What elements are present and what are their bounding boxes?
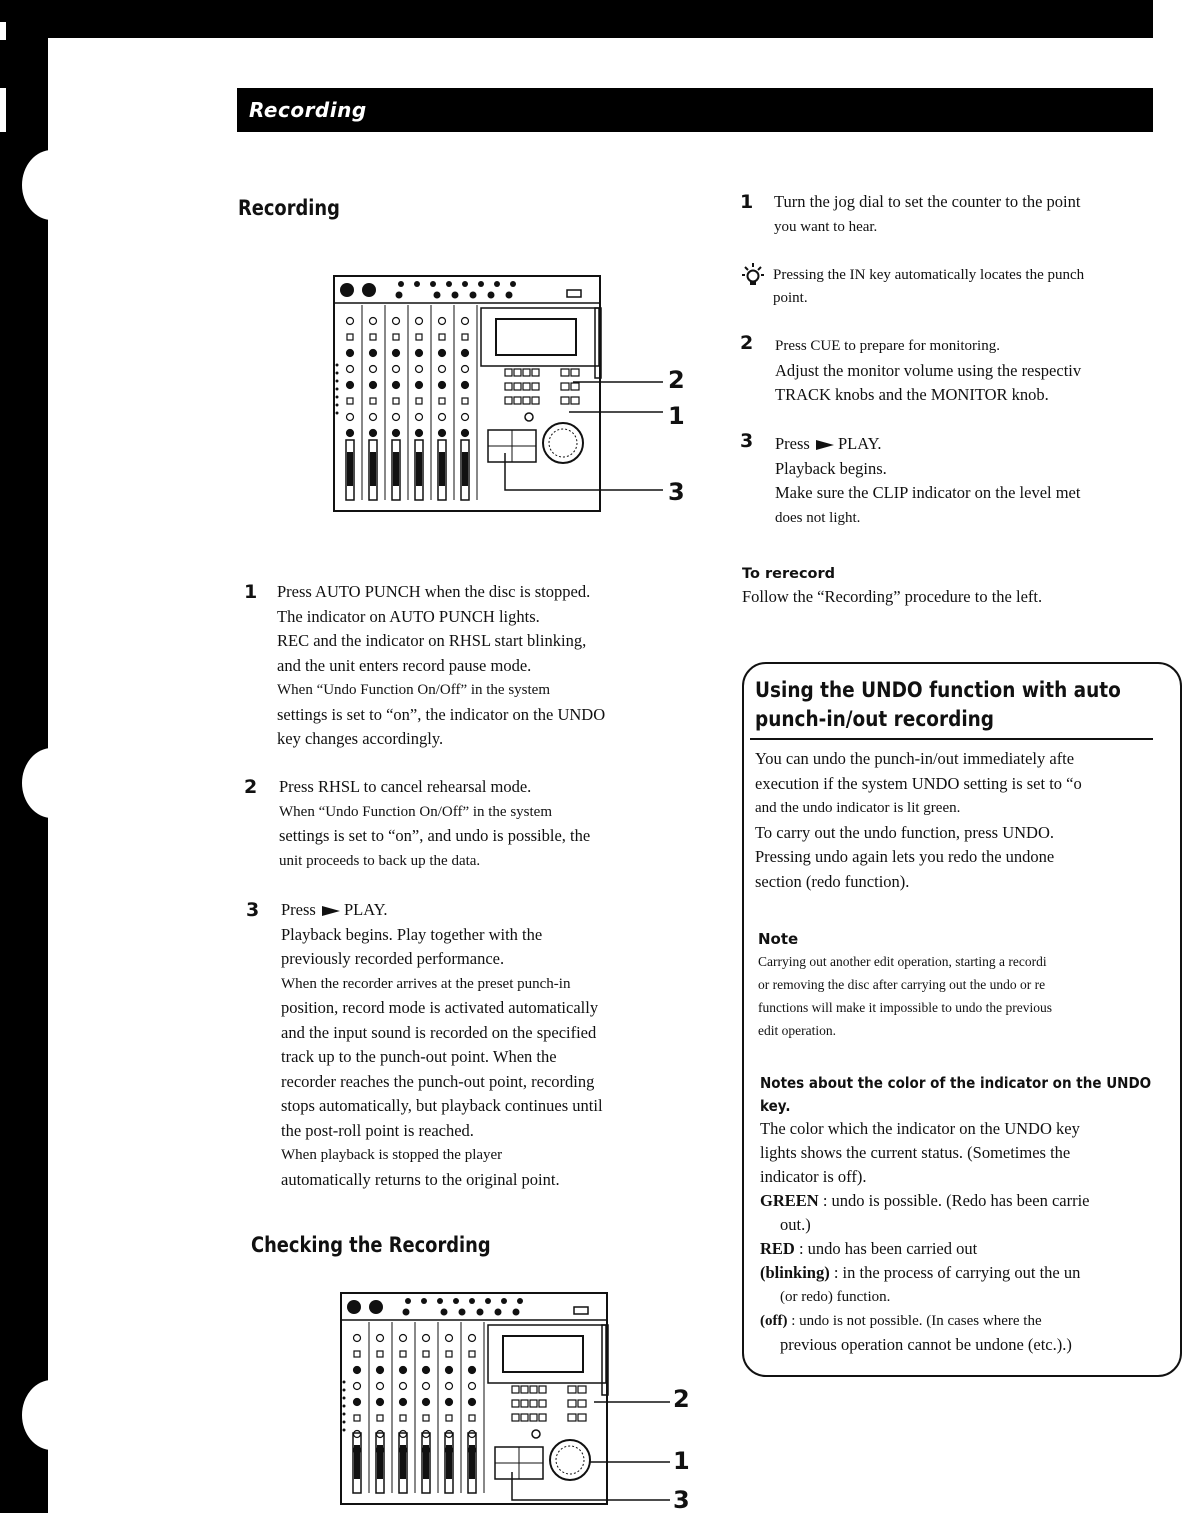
binding-hole (22, 748, 82, 818)
recorder-illustration (333, 275, 693, 520)
undo-line: You can undo the punch-in/out immediately afte (755, 749, 1075, 768)
note-heading: Note (758, 930, 799, 948)
color-desc: : undo has been carried out (794, 1239, 978, 1258)
hint-line: point. (773, 290, 808, 306)
scan-border-top (0, 0, 1153, 38)
section-header-title: Recording (249, 98, 367, 122)
step-line: the post-roll point is reached. (281, 1120, 474, 1140)
scan-mark (0, 22, 6, 40)
undo-title (755, 676, 1142, 734)
binding-hole (22, 150, 82, 220)
binding-hole (22, 1380, 82, 1450)
undo-line: and the undo indicator is lit green. (755, 800, 961, 816)
right-step-2 (775, 334, 1153, 408)
press-label: Press (281, 900, 316, 919)
color-line: lights shows the current status. (Sometimes the (760, 1143, 1071, 1162)
step-number: 2 (244, 776, 258, 798)
step-number: 3 (246, 899, 260, 921)
step-line: Press RHSL to cancel rehearsal mode. (279, 777, 532, 796)
note-line: functions will make it impossible to undo the previous (758, 1000, 1052, 1015)
undo-title-line: Using the UNDO function with auto (755, 678, 1121, 702)
lightbulb-hint-icon (742, 262, 764, 290)
step-line: does not light. (775, 509, 861, 526)
press-label: Press (775, 434, 810, 453)
section-header-bar (237, 88, 1153, 132)
step-line: REC and the indicator on RHSL start blinking, (277, 631, 587, 650)
hint-text (773, 264, 1153, 310)
left-step-1 (244, 580, 707, 752)
right-step-1 (740, 190, 1154, 239)
note-line: Carrying out another edit operation, starting a recordi (758, 954, 1047, 969)
right-step-3 (775, 432, 1153, 530)
color-notes-heading (760, 1072, 1152, 1118)
color-heading-line: key. (760, 1097, 791, 1115)
play-label: PLAY. (837, 434, 882, 453)
step-line: track up to the punch-out point. When the (281, 1047, 557, 1066)
undo-body (755, 747, 1153, 894)
left-step-2 (244, 775, 709, 873)
color-desc: : in the process of carrying out the un (829, 1263, 1081, 1282)
step-line: settings is set to “on”, the indicator on the UNDO (277, 704, 606, 724)
undo-line: To carry out the undo function, press UNDO. (755, 822, 1054, 842)
left-step-3 (246, 898, 711, 1192)
note-line: edit operation. (758, 1023, 836, 1038)
undo-line: Pressing undo again lets you redo the undone (755, 847, 1055, 866)
step-line: Turn the jog dial to set the counter to the point (774, 192, 1081, 211)
play-triangle-icon (816, 440, 834, 450)
step-line: Press AUTO PUNCH when the disc is stopped. (277, 582, 591, 601)
color-notes-body (760, 1117, 1153, 1357)
step-line: Make sure the CLIP indicator on the level met (775, 483, 1081, 502)
color-label-green: GREEN (760, 1191, 819, 1210)
color-desc: : undo is not possible. (In cases where the (787, 1313, 1042, 1329)
scan-mark (0, 88, 6, 132)
step-line: When the recorder arrives at the preset punch-in (281, 975, 571, 992)
step-number: 2 (740, 332, 754, 354)
play-label: PLAY. (343, 900, 388, 919)
figure1-callout-2: 2 (668, 366, 685, 394)
step-number: 1 (244, 581, 258, 603)
color-label-off: (off) (760, 1313, 788, 1329)
step-line: recorder reaches the punch-out point, recording (281, 1071, 595, 1091)
play-triangle-icon (322, 906, 340, 916)
color-desc-cont: out.) (780, 1215, 811, 1234)
color-label-red: RED (760, 1239, 795, 1258)
recording-heading: Recording (238, 196, 340, 220)
step-line: When “Undo Function On/Off” in the system (279, 803, 553, 820)
color-desc: : undo is possible. (Redo has been carrie (818, 1191, 1090, 1210)
step-line: previously recorded performance. (281, 949, 505, 968)
recorder-illustration-2 (340, 1292, 700, 1513)
figure2-callout-3: 3 (673, 1486, 690, 1514)
step-line: The indicator on AUTO PUNCH lights. (277, 606, 540, 626)
step-number: 1 (740, 191, 754, 213)
figure2-callout-1: 1 (673, 1447, 690, 1475)
step-line: Playback begins. (775, 458, 887, 478)
color-desc-cont: previous operation cannot be undone (etc.).) (780, 1335, 1072, 1354)
color-desc-cont: (or redo) function. (780, 1289, 891, 1305)
step-line: unit proceeds to back up the data. (279, 852, 481, 869)
step-line: and the input sound is recorded on the specified (281, 1022, 597, 1042)
figure2-callout-2: 2 (673, 1385, 690, 1413)
step-line: When “Undo Function On/Off” in the system (277, 682, 551, 698)
step-line: stops automatically, but playback continues until (281, 1096, 603, 1115)
step-line: position, record mode is activated automatically (281, 998, 599, 1017)
step-line: Playback begins. Play together with the (281, 924, 543, 944)
note-body (758, 950, 1153, 1042)
step-number: 3 (740, 430, 754, 452)
step-line: you want to hear. (774, 218, 878, 235)
undo-line: execution if the system UNDO setting is set to “o (755, 773, 1082, 793)
color-heading-line: Notes about the color of the indicator on the UNDO (760, 1074, 1152, 1092)
step-line: When playback is stopped the player (281, 1147, 503, 1163)
undo-title-line: punch-in/out recording (755, 707, 995, 731)
hint-line: Pressing the IN key automatically locates the punch (773, 267, 1085, 283)
step-line: Press CUE to prepare for monitoring. (775, 338, 1000, 354)
step-line: Adjust the monitor volume using the respectiv (775, 360, 1082, 380)
color-label-blinking: (blinking) (760, 1263, 830, 1282)
page-corner (48, 38, 128, 78)
step-line: and the unit enters record pause mode. (277, 655, 532, 675)
step-line: automatically returns to the original point. (281, 1169, 560, 1189)
rerecord-text: Follow the “Recording” procedure to the left. (742, 587, 1043, 606)
color-line: indicator is off). (760, 1167, 867, 1186)
note-line: or removing the disc after carrying out the undo or re (758, 977, 1046, 992)
figure1-callout-3: 3 (668, 478, 685, 506)
checking-recording-heading: Checking the Recording (251, 1233, 491, 1257)
step-line: TRACK knobs and the MONITOR knob. (775, 385, 1049, 404)
rerecord-heading: To rerecord (742, 566, 836, 582)
color-line: The color which the indicator on the UNDO key (760, 1119, 1080, 1138)
step-line: key changes accordingly. (277, 729, 444, 748)
step-line: settings is set to “on”, and undo is possible, the (279, 826, 591, 845)
divider (750, 738, 1153, 740)
figure1-callout-1: 1 (668, 402, 685, 430)
undo-line: section (redo function). (755, 871, 910, 891)
